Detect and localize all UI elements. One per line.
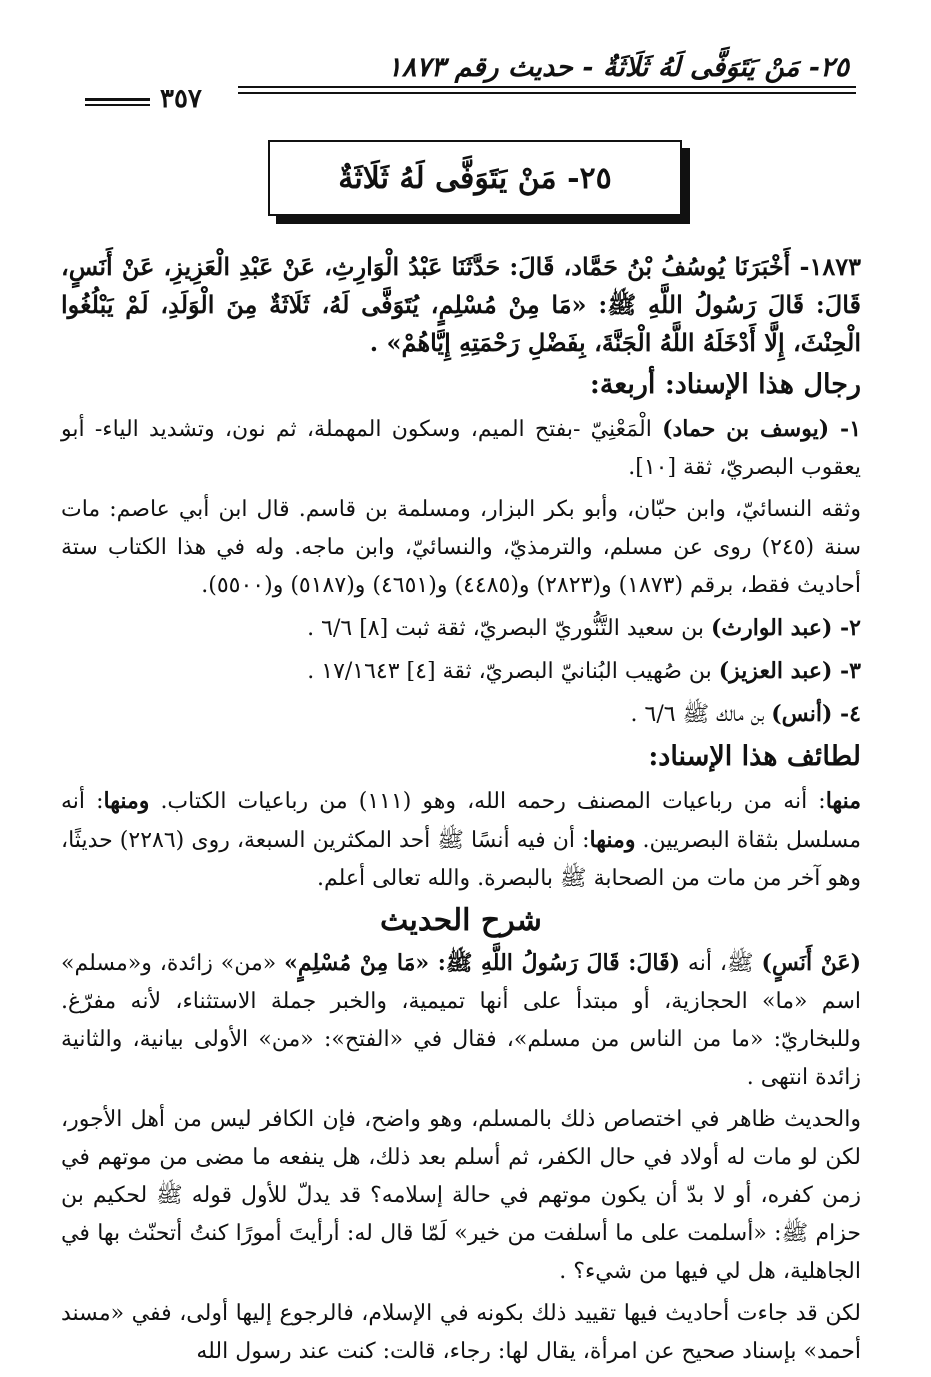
page-content: [61, 248, 861, 1375]
rijal-item: ٣- (عبد العزيز) بن صُهيب البُنانيّ البصريّ، ثقة [٤] ١٧/١٦٤٣ .: [307, 658, 861, 684]
running-header-title: ٢٥- مَنْ يَتَوَفَّى لَهُ ثَلَاثَةٌ - حديث رقم ١٨٧٣: [387, 52, 849, 83]
chapter-title-box: [268, 140, 682, 216]
rijal-item: ١- (يوسف بن حماد) الْمَعْنِيّ -بفتح الميم، وسكون المهملة، ثم نون، وتشديد الياء- أبو يعقوب البصريّ، ثقة [١٠].: [61, 416, 862, 480]
rijal-label: ١- (يوسف بن حماد): [662, 416, 862, 442]
lataif-paragraph: منها: أنه من رباعيات المصنف رحمه الله، وهو (١١١) من رباعيات الكتاب. ومنها: أنه مسلسل بثقاة البصريين. ومنها: أن فيه أنسًا ﷺ أحد المكثرين السبعة، روى (٢٢٨٦) حديثًا، وهو آخر من مات من الصحابة ﷺ بالبصرة. والله تعالى أعلم.: [61, 788, 861, 891]
rijal-item: ٢- (عبد الوارث) بن سعيد التَّنُّوريّ البصريّ، ثقة ثبت [٨] ٦/٦ .: [307, 615, 861, 641]
rijal-label: ٣- (عبد العزيز): [718, 658, 861, 684]
hadith-text: ١٨٧٣- أَخْبَرَنَا يُوسُفُ بْنُ حَمَّاد، قَالَ: حَدَّثَنَا عَبْدُ الْوَارِثِ، عَنْ عَبْدِ الْعَزِيزِ، عَنْ أَنَسٍ، قَالَ: قَالَ رَسُولُ اللَّهِ ﷺ: «مَا مِنْ مُسْلِمٍ، يُتَوَفَّى لَهُ، ثَلَاثَةٌ مِنَ الْوَلَدِ، لَمْ يَبْلُغُوا الْحِنْثَ، إِلَّا أَدْخَلَهُ اللَّهُ الْجَنَّةَ، بِفَضْلِ رَحْمَتِهِ إِيَّاهُمْ» .: [61, 252, 861, 357]
rijal-label: ٢- (عبد الوارث): [710, 615, 861, 641]
rijal-label: ٤- (أنس): [771, 701, 861, 727]
rijal-heading: رجال هذا الإسناد: أربعة:: [589, 369, 861, 400]
lataif-heading: لطائف هذا الإسناد:: [648, 741, 861, 772]
rijal-item: وثقه النسائيّ، وابن حبّان، وأبو بكر البزار، ومسلمة بن قاسم. قال ابن أبي عاصم: مات سنة (٢٤٥) روى عن مسلم، والترمذيّ، والنسائيّ، وابن ماجه. وله في هذا الكتاب ستة أحاديث فقط، برقم (١٨٧٣) و(٢٨٢٣) و(٤٤٨٥) و(٤٦٥١) و(٥١٨٧) و(٥٥٠٠).: [61, 497, 862, 598]
page-number: ٣٥٧: [160, 84, 202, 114]
rijal-item: ٤- (أنس) بن مالك ﷺ ٦/٦ .: [630, 701, 861, 727]
chapter-title: ٢٥- مَنْ يَتَوَفَّى لَهُ ثَلَاثَةٌ: [338, 160, 612, 196]
sharh-paragraph: (عَنْ أَنَسٍ) ﷺ، أنه (قَالَ: قَالَ رَسُولُ اللَّهِ ﷺ: «مَا مِنْ مُسْلِمٍ» «من» زائدة، و«مسلم» اسم «ما» الحجازية، أو مبتدأ على أنها تميمية، والخبر جملة الاستثناء، لأنه مفرّغ. وللبخاريّ: «ما من الناس من مسلم»، فقال في «الفتح»: «من» الأولى بيانية، والثانية زائدة انتهى .: [61, 950, 862, 1090]
header-rule-left: [85, 98, 150, 106]
sharh-paragraph: لكن قد جاءت أحاديث فيها تقييد ذلك بكونه في الإسلام، فالرجوع إليها أولى، ففي «مسند أحمد» بإسناد صحيح عن امرأة، يقال لها: رجاء، قالت: كنت عند رسول الله: [61, 1301, 861, 1364]
sharh-heading: شرح الحديث: [380, 903, 542, 938]
sharh-paragraph: والحديث ظاهر في اختصاص ذلك بالمسلم، وهو واضح، فإن الكافر ليس من أهل الأجور، لكن لو مات له أولاد في حال الكفر، ثم أسلم بعد ذلك، هل ينفعه ما مضى من موتهم في زمن كفره، أو لا بدّ أن يكون موتهم في حالة إسلامه؟ قد يدلّ للأول قوله ﷺ لحكيم بن حزام ﷺ: «أسلمت على ما أسلفت من خير» لَمّا قال له: أرأيتَ أمورًا كنتُ أتحنّث بها في الجاهلية، هل لي فيها من شيء؟ .: [61, 1107, 861, 1284]
header-rule: [238, 86, 856, 94]
